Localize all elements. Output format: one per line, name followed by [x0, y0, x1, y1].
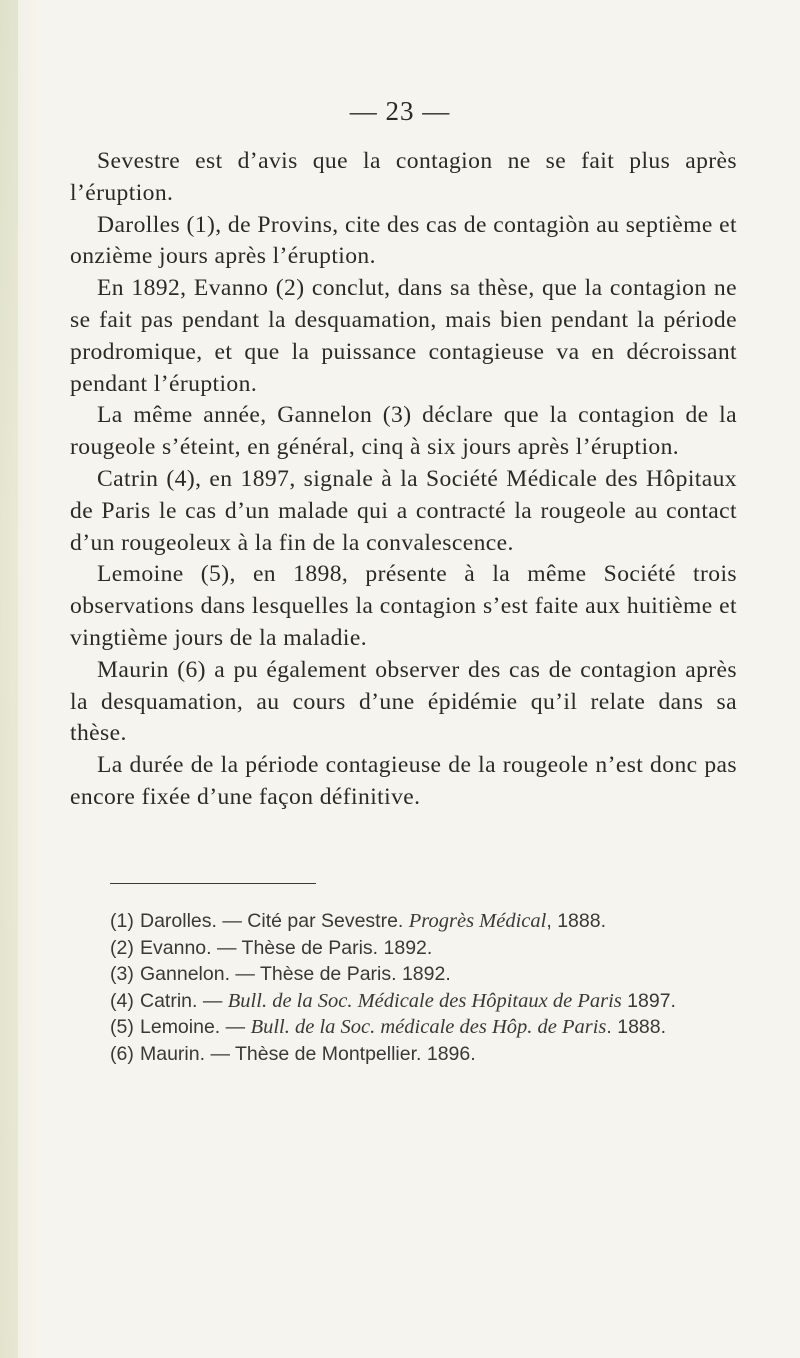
footnote — [110, 1014, 750, 1041]
footnote-title: Bull. de la Soc. Médicale des Hôpitaux de Paris — [227, 989, 622, 1012]
paragraph: La durée de la période contagieuse de la rougeole n’est donc pas encore fixée d’une façon définitive. — [70, 752, 737, 810]
footnote-number: (3) — [110, 963, 134, 985]
footnote-text: Darolles. — Cité par Sevestre. — [140, 910, 409, 932]
footnote-title: Progrès Médical — [408, 910, 547, 932]
footnote-title: Bull. de la Soc. médicale des Hôp. de Paris — [250, 1016, 607, 1038]
footnote-text: Lemoine. — — [140, 1016, 251, 1038]
body-text — [70, 146, 737, 814]
footnote-text-end: . 1888. — [606, 1016, 667, 1038]
paragraph: Sevestre est d’avis que la contagion ne se fait plus après l’éruption. — [70, 148, 737, 206]
footnote-number: (1) — [110, 910, 134, 932]
paragraph: En 1892, Evanno (2) conclut, dans sa thèse, que la contagion ne se fait pas pendant la desquamation, mais bien pendant la période prodromique, et que la puissance contagieuse va en décroissant pendant l’éruption. — [70, 275, 737, 397]
paragraph: Lemoine (5), en 1898, présente à la même Société trois observations dans lesquelles la contagion s’est faite aux huitième et vingtième jours de la maladie. — [70, 561, 737, 651]
page-number: — 23 — — [349, 96, 451, 126]
footnote-number: (6) — [110, 1042, 134, 1065]
footnote — [110, 988, 750, 1015]
paragraph: Catrin (4), en 1897, signale à la Société Médicale des Hôpitaux de Paris le cas d’un malade qui a contracté la rougeole au contact d’un rougeoleux à la fin de la convalescence. — [70, 465, 737, 556]
footnotes — [110, 908, 750, 1067]
page-edge-stain — [0, 0, 18, 1358]
footnote-text: Catrin. — — [140, 989, 228, 1012]
paragraph: Maurin (6) a pu également observer des cas de contagion après la desquamation, au cours d’une épidémie qu’il relate dans sa thèse. — [70, 656, 737, 747]
footnote — [110, 1041, 750, 1068]
footnote — [110, 935, 750, 962]
footnote-text-end: , 1888. — [546, 910, 606, 932]
footnote-text: Gannelon. — Thèse de Paris. 1892. — [140, 963, 451, 985]
footnote-text: Maurin. — Thèse de Montpellier. 1896. — [140, 1042, 476, 1065]
footnote-number: (4) — [110, 989, 134, 1012]
paragraph: Darolles (1), de Provins, cite des cas de contagiòn au septième et onzième jours après l’éruption. — [70, 211, 737, 270]
footnote-text-end: 1897. — [621, 989, 676, 1012]
paragraph: La même année, Gannelon (3) déclare que la contagion de la rougeole s’éteint, en général, cinq à six jours après l’éruption. — [70, 402, 737, 461]
footnote — [110, 908, 750, 935]
footnote-text: Evanno. — Thèse de Paris. 1892. — [140, 936, 433, 959]
footnote-number: (2) — [110, 936, 134, 959]
footnote-separator — [110, 883, 316, 884]
footnote-number: (5) — [110, 1016, 134, 1038]
footnote — [110, 961, 750, 988]
